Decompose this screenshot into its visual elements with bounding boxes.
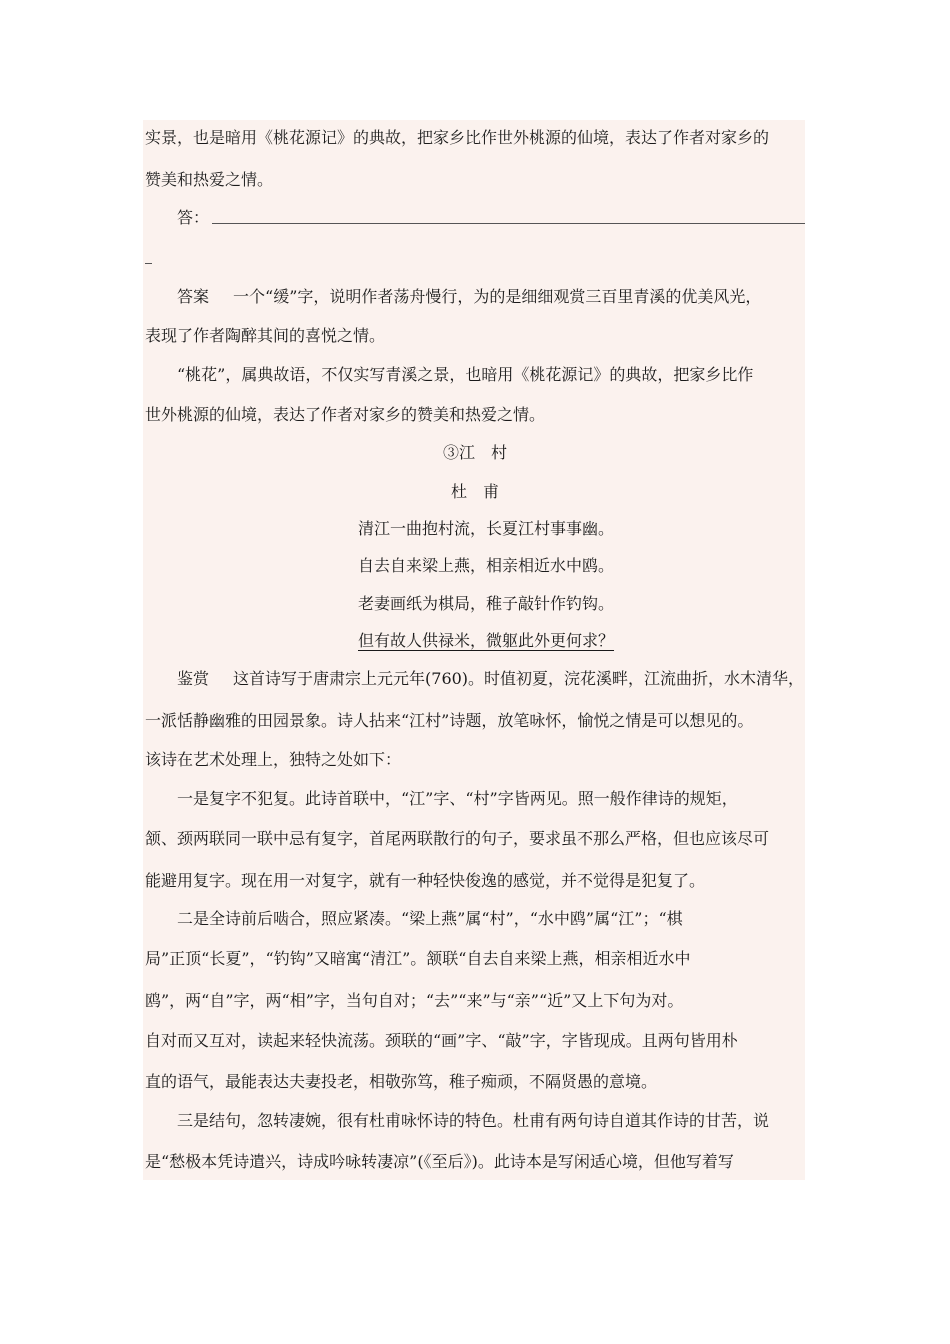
answer-heading: 答案 bbox=[177, 287, 210, 306]
text-line: 一派恬静幽雅的田园景象。诗人拈来“江村”诗题，放笔咏怀，愉悦之情是可以想见的。 bbox=[145, 711, 754, 730]
text-line: 是“愁极本凭诗遣兴，诗成吟咏转凄凉”(《至后》)。此诗本是写闲适心境，但他写着写 bbox=[145, 1152, 734, 1171]
poem-line: 清江一曲抱村流，长夏江村事事幽。 bbox=[358, 519, 615, 538]
appreciation-text: 这首诗写于唐肃宗上元元年(760)。时值初夏，浣花溪畔，江流曲折，水木清华， bbox=[233, 669, 805, 688]
text-line: 能避用复字。现在用一对复字，就有一种轻快俊逸的感觉，并不觉得是犯复了。 bbox=[145, 871, 706, 890]
text-line: 鸥”，两“自”字，两“相”字，当句自对；“去”“来”与“亲”“近”又上下句为对。 bbox=[145, 991, 684, 1010]
poem-author: 杜 甫 bbox=[450, 482, 499, 501]
text-line: 该诗在艺术处理上，独特之处如下： bbox=[145, 750, 402, 769]
appreciation-heading: 鉴赏 bbox=[177, 669, 210, 688]
text-line: 实景，也是暗用《桃花源记》的典故，把家乡比作世外桃源的仙境，表达了作者对家乡的 bbox=[145, 128, 770, 147]
poem-line-underlined: 但有故人供禄米，微躯此外更何求？ bbox=[358, 631, 615, 650]
appreciation-paragraph bbox=[177, 668, 804, 690]
answer-label: 答： bbox=[177, 208, 210, 227]
text-line: 世外桃源的仙境，表达了作者对家乡的赞美和热爱之情。 bbox=[145, 405, 546, 424]
poem-line: 自去自来梁上燕，相亲相近水中鸥。 bbox=[358, 556, 615, 575]
text-line: 直的语气，最能表达夫妻投老，相敬弥笃，稚子痴顽，不隔贤愚的意境。 bbox=[145, 1072, 658, 1091]
text-line: “桃花”，属典故语，不仅实写青溪之景，也暗用《桃花源记》的典故，把家乡比作 bbox=[177, 365, 754, 384]
answer-blank-line bbox=[212, 223, 805, 224]
text-line: 表现了作者陶醉其间的喜悦之情。 bbox=[145, 326, 386, 345]
answer-text: 一个“缓”字，说明作者荡舟慢行，为的是细细观赏三百里青溪的优美风光， bbox=[233, 287, 762, 306]
poem-line: 老妻画纸为棋局，稚子敲针作钓钩。 bbox=[358, 594, 615, 613]
answer-paragraph bbox=[177, 286, 761, 308]
text-line: 颔、颈两联同一联中忌有复字，首尾两联散行的句子，要求虽不那么严格，但也应该尽可 bbox=[145, 829, 770, 848]
poem-title: ③江 村 bbox=[442, 443, 507, 462]
text-line: 二是全诗前后啮合，照应紧凑。“梁上燕”属“村”，“水中鸥”属“江”；“棋 bbox=[177, 909, 683, 928]
text-line: 局”正顶“长夏”，“钓钩”又暗寓“清江”。颔联“自去自来梁上燕，相亲相近水中 bbox=[145, 949, 691, 968]
answer-blank-continuation bbox=[145, 263, 152, 264]
text-line: 三是结句，忽转凄婉，很有杜甫咏怀诗的特色。杜甫有两句诗自道其作诗的甘苦，说 bbox=[177, 1111, 770, 1130]
text-line: 一是复字不犯复。此诗首联中，“江”字、“村”字皆两见。照一般作律诗的规矩， bbox=[177, 789, 738, 808]
text-line: 赞美和热爱之情。 bbox=[145, 170, 274, 189]
text-line: 自对而又互对，读起来轻快流荡。颈联的“画”字、“敲”字，字皆现成。且两句皆用朴 bbox=[145, 1031, 738, 1050]
